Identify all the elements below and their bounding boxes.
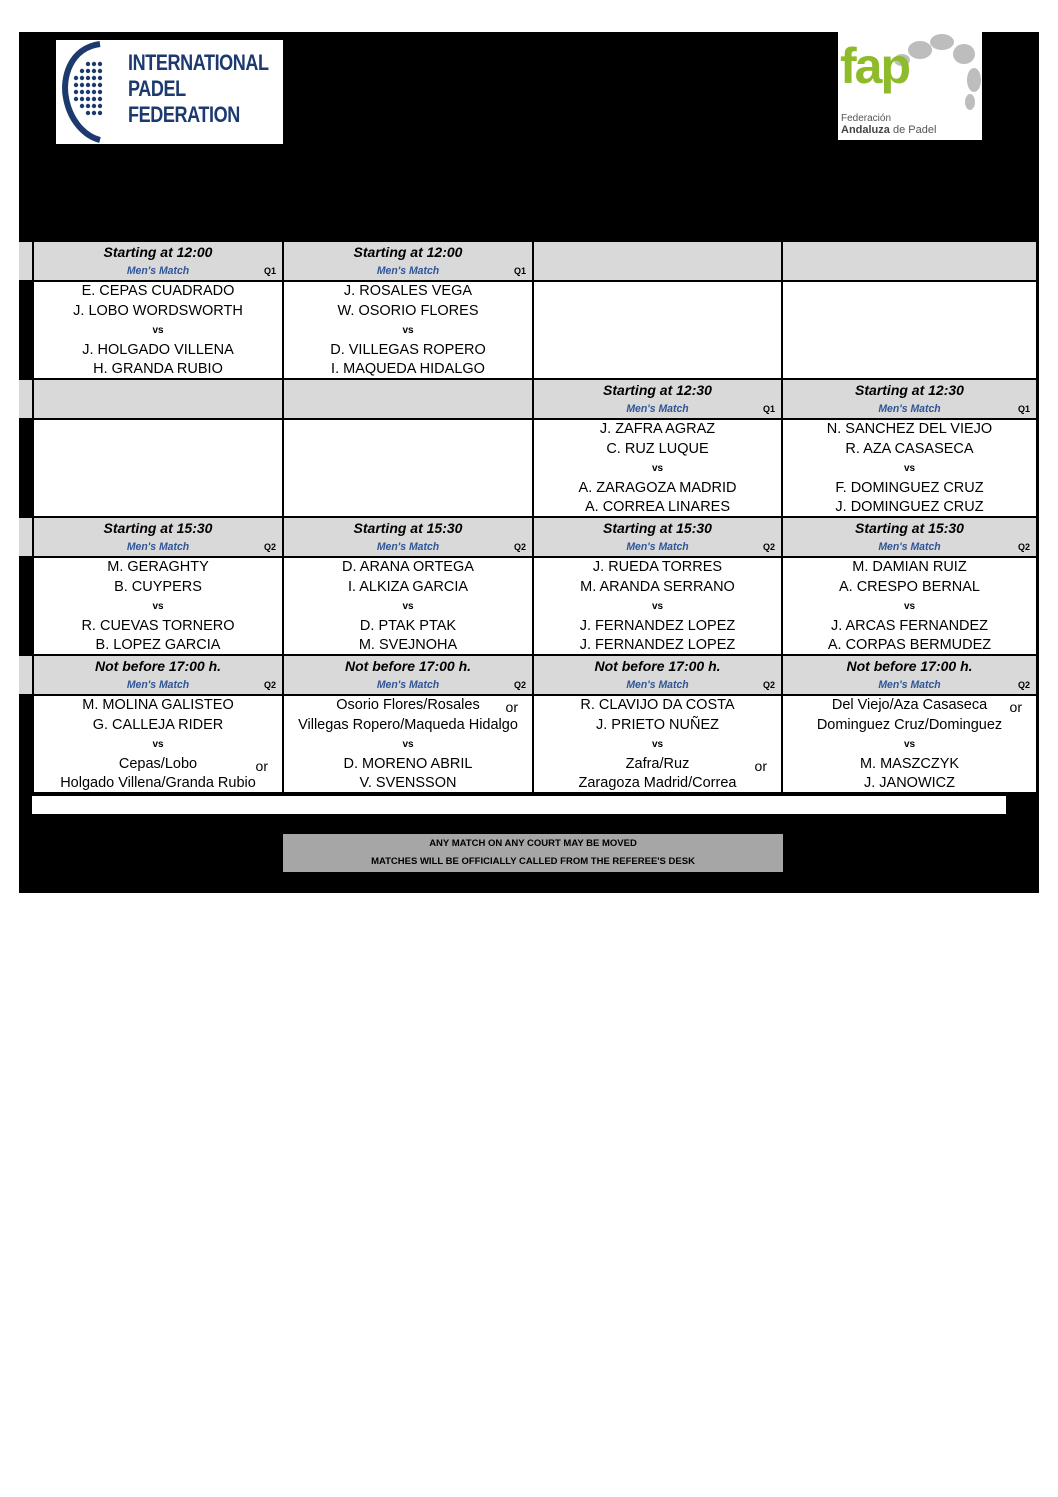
team1-player2	[783, 302, 1036, 321]
team1-player2: J. PRIETO NUÑEZ	[596, 716, 719, 733]
row-edge-marker	[19, 656, 32, 694]
start-time: Not before 17:00 h.	[846, 658, 973, 674]
team1-player1	[783, 282, 1036, 301]
match-cell	[284, 558, 532, 654]
team2-player1	[534, 341, 781, 360]
team2-player2: Holgado Villena/Granda Rubio	[60, 775, 256, 791]
ipf-logo	[56, 40, 283, 144]
vs-label	[783, 321, 1036, 340]
team2-player1: D. VILLEGAS ROPERO	[330, 341, 486, 358]
team1-player2: C. RUZ LUQUE	[606, 440, 709, 457]
team1-player1: R. CLAVIJO DA COSTA	[580, 697, 735, 713]
fap-subtitle-2	[841, 124, 936, 136]
team2-player1: F. DOMINGUEZ CRUZ	[835, 479, 984, 496]
vs-label: vs	[402, 325, 414, 336]
team2-player1: J. HOLGADO VILLENA	[82, 341, 234, 358]
vs-label: vs	[903, 601, 916, 612]
round-label: Q2	[762, 542, 775, 552]
match-header	[34, 380, 282, 418]
start-time: Not before 17:00 h.	[594, 658, 721, 674]
fap-subtitle-1: Federación	[841, 113, 892, 124]
team2-player2	[284, 498, 532, 517]
round-label: Q2	[513, 680, 526, 690]
match-header	[534, 518, 781, 556]
team1-player1: M. DAMIAN RUIZ	[852, 559, 967, 575]
start-time: Starting at 12:30	[855, 382, 964, 398]
team1-player1: J. ROSALES VEGA	[343, 283, 473, 299]
match-header	[34, 242, 282, 280]
round-label: Q1	[513, 266, 526, 276]
team2-player1: R. CUEVAS TORNERO	[81, 617, 235, 634]
round-label: Q1	[762, 404, 775, 414]
team1-player1: Del Viejo/Aza Casaseca	[831, 697, 988, 713]
or-label: or	[255, 757, 268, 774]
start-time: Starting at 15:30	[103, 520, 213, 536]
fap-subtitle-bold: Andaluza	[841, 124, 890, 136]
match-header	[34, 656, 282, 694]
team1-player2: W. OSORIO FLORES	[337, 302, 479, 319]
match-cell	[783, 420, 1036, 516]
match-cell	[284, 420, 532, 516]
vs-label: vs	[651, 463, 664, 474]
team1-player2: M. ARANDA SERRANO	[580, 578, 735, 595]
match-cell	[783, 282, 1036, 378]
match-cell	[34, 420, 282, 516]
match-type: Men's Match	[878, 403, 941, 415]
team2-player1: D. MORENO ABRIL	[343, 755, 473, 772]
match-type: Men's Match	[376, 679, 440, 691]
team1-player2: A. CRESPO BERNAL	[838, 578, 980, 595]
team2-player2	[534, 360, 781, 379]
match-header	[284, 656, 532, 694]
team2-player2: I. MAQUEDA HIDALGO	[331, 361, 485, 377]
or-label: or	[754, 757, 767, 774]
team1-player2: I. ALKIZA GARCIA	[347, 578, 469, 595]
row-edge-marker	[19, 242, 32, 280]
team2-player1: Zafra/Ruz	[625, 755, 690, 772]
match-header	[34, 518, 282, 556]
match-cell	[34, 558, 282, 654]
or-label: or	[1009, 699, 1022, 715]
team2-player1	[34, 479, 282, 498]
round-label: Q1	[263, 266, 276, 276]
vs-label: vs	[903, 463, 916, 474]
team1-player2: R. AZA CASASECA	[845, 440, 974, 457]
start-time: Starting at 12:30	[603, 382, 712, 398]
match-header	[783, 380, 1036, 418]
round-label: Q2	[513, 542, 526, 552]
match-cell	[783, 696, 1036, 792]
match-header	[783, 242, 1036, 280]
team2-player1: A. ZARAGOZA MADRID	[578, 479, 737, 496]
team1-player1: Osorio Flores/Rosales	[336, 697, 480, 713]
match-cell	[534, 558, 781, 654]
team2-player2: J. FERNANDEZ LOPEZ	[579, 637, 736, 653]
start-time: Starting at 15:30	[855, 520, 964, 536]
start-time: Starting at 12:00	[353, 244, 463, 260]
vs-label: vs	[152, 739, 164, 750]
match-cell	[34, 282, 282, 378]
round-label: Q2	[762, 680, 775, 690]
team1-player2	[34, 440, 282, 459]
notice-line-1: ANY MATCH ON ANY COURT MAY BE MOVED	[429, 838, 637, 849]
match-header	[534, 242, 781, 280]
start-time: Starting at 15:30	[353, 520, 463, 536]
team2-player2: J. JANOWICZ	[863, 775, 956, 791]
team2-player1	[284, 479, 532, 498]
team1-player1: E. CEPAS CUADRADO	[81, 283, 235, 299]
vs-label: vs	[651, 739, 664, 750]
team2-player2: M. SVEJNOHA	[358, 637, 458, 653]
team1-player1	[534, 282, 781, 301]
row-edge-marker	[19, 380, 32, 418]
team2-player1: M. MASZCZYK	[859, 755, 960, 772]
team2-player2: Zaragoza Madrid/Correa	[578, 775, 737, 791]
team2-player2	[783, 360, 1036, 379]
match-header	[284, 380, 532, 418]
round-label: Q2	[1017, 680, 1030, 690]
match-type: Men's Match	[626, 679, 689, 691]
ipf-line-2: PADEL	[128, 76, 186, 101]
team2-player2: A. CORPAS BERMUDEZ	[827, 637, 992, 653]
match-type: Men's Match	[126, 265, 190, 277]
team1-player1: M. MOLINA GALISTEO	[82, 697, 234, 713]
start-time: Not before 17:00 h.	[344, 658, 472, 674]
start-time: Starting at 15:30	[603, 520, 712, 536]
match-type: Men's Match	[126, 679, 190, 691]
start-time: Not before 17:00 h.	[94, 658, 222, 674]
team2-player1	[783, 341, 1036, 360]
match-type: Men's Match	[626, 541, 689, 553]
team1-player2: Dominguez Cruz/Dominguez	[816, 716, 1003, 733]
team1-player2	[534, 302, 781, 321]
team1-player1	[34, 420, 282, 439]
match-header	[534, 656, 781, 694]
round-label: Q1	[1017, 404, 1030, 414]
team2-player1: J. ARCAS FERNANDEZ	[830, 617, 989, 634]
vs-label: vs	[152, 601, 164, 612]
vs-label: vs	[402, 601, 414, 612]
team1-player1: N. SANCHEZ DEL VIEJO	[826, 421, 993, 437]
round-label: Q2	[263, 542, 276, 552]
notice-line-2: MATCHES WILL BE OFFICIALLY CALLED FROM THE REFEREE'S DESK	[371, 856, 695, 867]
match-type: Men's Match	[376, 541, 440, 553]
team1-player2: J. LOBO WORDSWORTH	[73, 302, 243, 319]
match-cell	[534, 282, 781, 378]
ipf-line-1: INTERNATIONAL	[128, 50, 269, 75]
vs-label: vs	[903, 739, 916, 750]
match-type: Men's Match	[626, 403, 689, 415]
table-footer-strip	[32, 796, 1006, 814]
team2-player2	[34, 498, 282, 517]
team1-player1: D. ARANA ORTEGA	[342, 559, 474, 575]
fap-logo	[838, 32, 982, 140]
vs-label: vs	[152, 325, 164, 336]
match-cell	[534, 420, 781, 516]
team1-player2	[284, 440, 532, 459]
match-cell	[34, 696, 282, 792]
round-label: Q2	[263, 680, 276, 690]
team2-player2: B. LOPEZ GARCIA	[95, 637, 221, 653]
team1-player2: Villegas Ropero/Maqueda Hidalgo	[298, 716, 518, 733]
fap-subtitle-rest: de Padel	[889, 124, 937, 136]
team1-player1: M. GERAGHTY	[107, 559, 209, 575]
padel-racket-icon	[60, 40, 120, 144]
team1-player2: G. CALLEJA RIDER	[92, 716, 224, 733]
row-edge-marker	[19, 518, 32, 556]
match-type: Men's Match	[878, 541, 941, 553]
match-header	[284, 242, 532, 280]
vs-label	[34, 459, 282, 478]
team1-player1	[284, 420, 532, 439]
match-header	[284, 518, 532, 556]
vs-label	[284, 459, 532, 478]
team2-player2: H. GRANDA RUBIO	[93, 361, 223, 377]
team2-player2: J. DOMINGUEZ CRUZ	[835, 499, 984, 515]
match-header	[783, 518, 1036, 556]
match-header	[534, 380, 781, 418]
team1-player1: J. ZAFRA AGRAZ	[599, 421, 716, 437]
ipf-line-3: FEDERATION	[128, 102, 240, 127]
match-cell	[783, 558, 1036, 654]
match-cell	[534, 696, 781, 792]
team2-player1: Cepas/Lobo	[118, 755, 198, 772]
match-cell	[284, 282, 532, 378]
vs-label	[534, 321, 781, 340]
start-time: Starting at 12:00	[103, 244, 213, 260]
match-type: Men's Match	[376, 265, 440, 277]
match-header	[783, 656, 1036, 694]
fap-wordmark: fap	[840, 38, 909, 94]
round-label: Q2	[1017, 542, 1030, 552]
vs-label: vs	[651, 601, 664, 612]
team2-player2: V. SVENSSON	[359, 775, 457, 791]
team2-player2: A. CORREA LINARES	[584, 499, 731, 515]
match-type: Men's Match	[126, 541, 190, 553]
or-label: or	[505, 699, 518, 715]
notice-box	[283, 834, 783, 872]
match-cell	[284, 696, 532, 792]
team1-player1: J. RUEDA TORRES	[592, 559, 723, 575]
vs-label: vs	[402, 739, 414, 750]
team2-player1: D. PTAK PTAK	[359, 617, 457, 634]
match-type: Men's Match	[878, 679, 941, 691]
team2-player1: J. FERNANDEZ LOPEZ	[579, 617, 736, 634]
team1-player2: B. CUYPERS	[114, 578, 202, 595]
ipf-wordmark	[128, 50, 269, 128]
